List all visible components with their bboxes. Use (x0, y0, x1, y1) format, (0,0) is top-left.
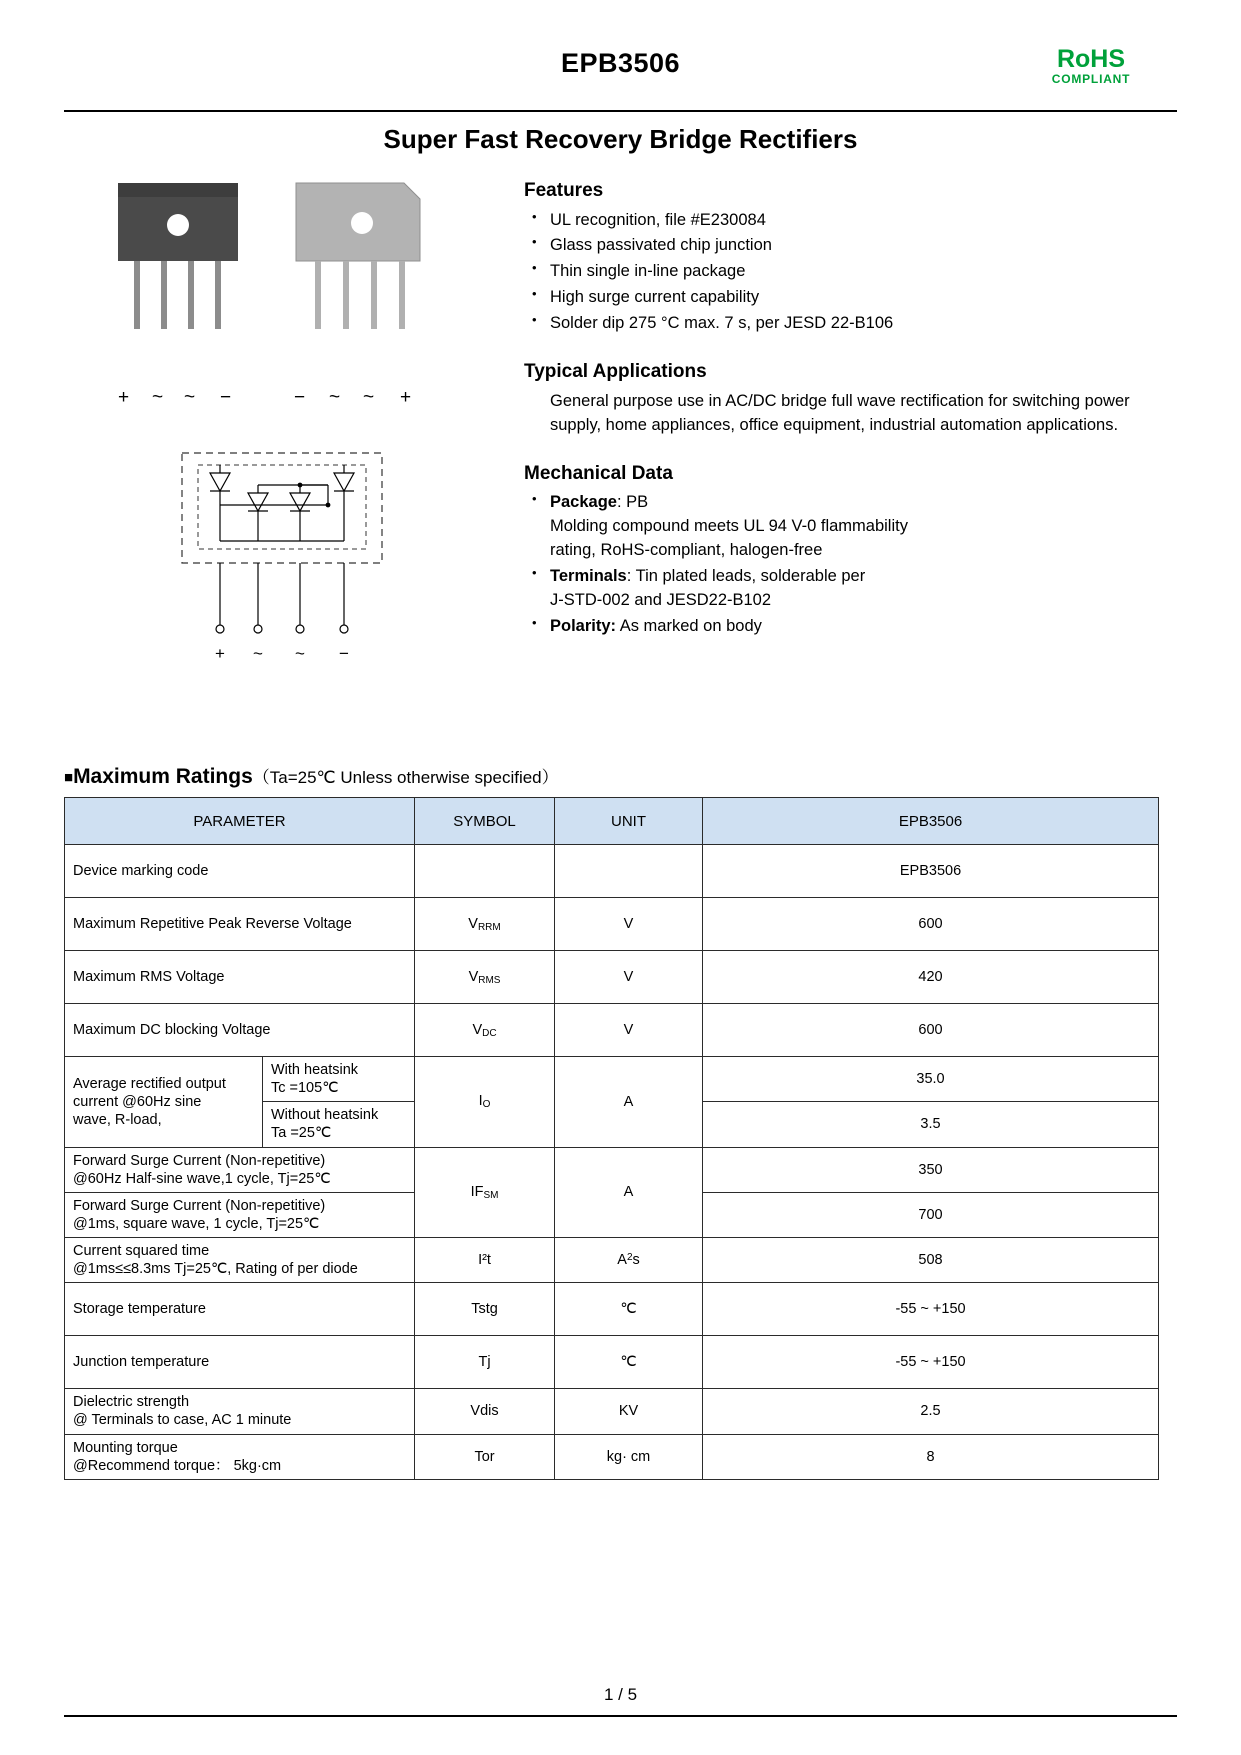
package-image-light (286, 177, 446, 367)
symbol-main: V (468, 968, 479, 985)
pin-label-light-4: + (400, 387, 412, 408)
cell-unit: ℃ (555, 1336, 703, 1389)
cell-parameter (65, 1192, 415, 1237)
applications-text: General purpose use in AC/DC bridge full wave rectification for switching power supply, home appliances, office equipment, industrial automation applications. (550, 391, 1130, 434)
heading-marker: ■ (64, 769, 74, 786)
param-line-1: Forward Surge Current (Non-repetitive) (73, 1152, 326, 1169)
unit-main: A (617, 1252, 627, 1269)
cell-value: 35.0 (703, 1057, 1159, 1102)
mechanical-package-item (528, 491, 1144, 563)
rohs-compliant-label: COMPLIANT (1051, 72, 1131, 87)
cell-symbol: Tstg (415, 1283, 555, 1336)
cell-parameter: Device marking code (65, 845, 415, 898)
table-row (65, 951, 1159, 1004)
bridge-schematic (176, 447, 416, 677)
cell-value: -55 ~ +150 (703, 1283, 1159, 1336)
page-footer (64, 1685, 1177, 1717)
cell-condition (263, 1102, 415, 1147)
cell-symbol: Tj (415, 1336, 555, 1389)
cell-parameter: Maximum Repetitive Peak Reverse Voltage (65, 898, 415, 951)
condition-line-1: With heatsink (271, 1062, 359, 1078)
table-row (65, 845, 1159, 898)
cell-value: 508 (703, 1238, 1159, 1283)
symbol-sub: SM (483, 1189, 499, 1201)
cell-unit (555, 1238, 703, 1283)
footer-divider (64, 1715, 1177, 1717)
cell-unit: A (555, 1147, 703, 1238)
package-value: : PB (616, 493, 649, 512)
col-parameter: PARAMETER (65, 798, 415, 845)
table-row (65, 1336, 1159, 1389)
mechanical-polarity-item (528, 615, 1144, 639)
heading-bold: Maximum Ratings (73, 765, 253, 788)
cell-unit: V (555, 1004, 703, 1057)
package-label: Package (550, 493, 617, 512)
param-line-1: Dielectric strength (73, 1394, 190, 1411)
condition-line-2: Ta =25℃ (271, 1125, 332, 1142)
param-line-2: @ Terminals to case, AC 1 minute (73, 1412, 292, 1429)
param-line-3: wave, R-load, (73, 1111, 162, 1128)
feature-item: • Solder dip 275 °C max. 7 s, per JESD 22-B106 (528, 312, 1144, 336)
package-detail-2: rating, RoHS-compliant, halogen-free (550, 540, 823, 559)
pin-label-light-2: ~ (329, 387, 341, 408)
param-line-2: @1ms≤≤8.3ms Tj=25℃, Rating of per diode (73, 1261, 358, 1278)
cell-symbol: Tor (415, 1434, 555, 1479)
param-line-2: @Recommend torque： 5kg·cm (73, 1457, 282, 1474)
cell-value: 3.5 (703, 1102, 1159, 1147)
pin-labels-dark (86, 387, 506, 417)
page-number: 1 / 5 (603, 1685, 638, 1704)
cell-unit: KV (555, 1389, 703, 1434)
cell-parameter (65, 1238, 415, 1283)
heading-rest: （Ta=25℃ Unless otherwise specified） (252, 768, 559, 787)
condition-line-2: Tc =105℃ (271, 1080, 339, 1097)
symbol-main: V (468, 915, 478, 932)
features-title: Features (524, 180, 604, 201)
rohs-label: RoHS (1056, 45, 1126, 73)
table-row (65, 1004, 1159, 1057)
applications-title: Typical Applications (524, 361, 707, 383)
table-header-row (65, 798, 1159, 845)
mechanical-list (528, 491, 1144, 639)
cell-unit: V (555, 898, 703, 951)
cell-parameter (65, 1389, 415, 1434)
table-row (65, 1057, 1159, 1102)
left-graphics-column (86, 177, 506, 682)
cell-symbol: I²t (415, 1238, 555, 1283)
right-text-column (524, 177, 1144, 641)
cell-unit: V (555, 951, 703, 1004)
package-drawings (86, 177, 506, 387)
polarity-label: Polarity: (550, 616, 617, 635)
pin-label-light-1: − (294, 387, 306, 408)
table-row (65, 1238, 1159, 1283)
cell-parameter (65, 1434, 415, 1479)
unit-sup: 2 (626, 1252, 633, 1264)
pin-label-dark-4: − (220, 387, 232, 408)
svg-text:~: ~ (253, 644, 263, 663)
svg-text:+: + (215, 644, 225, 663)
cell-symbol (415, 951, 555, 1004)
cell-value: -55 ~ +150 (703, 1336, 1159, 1389)
feature-item: • UL recognition, file #E230084 (528, 209, 1144, 233)
cell-parameter: Maximum RMS Voltage (65, 951, 415, 1004)
symbol-main: I (478, 1093, 483, 1110)
cell-symbol (415, 1057, 555, 1148)
cell-parameter: Storage temperature (65, 1283, 415, 1336)
param-line-1: Mounting torque (73, 1439, 178, 1456)
table-row (65, 1283, 1159, 1336)
cell-value: 600 (703, 898, 1159, 951)
cell-parameter: Junction temperature (65, 1336, 415, 1389)
rohs-badge (1011, 46, 1171, 86)
unit-tail: s (632, 1252, 640, 1269)
maximum-ratings-table (64, 797, 1159, 1480)
pin-label-light-3: ~ (363, 387, 375, 408)
mechanical-title: Mechanical Data (524, 462, 673, 484)
table-row (65, 1147, 1159, 1192)
param-line-2: @1ms, square wave, 1 cycle, Tj=25℃ (73, 1215, 320, 1232)
package-image-dark (110, 177, 260, 367)
symbol-sub: RMS (478, 974, 501, 986)
document-title: Super Fast Recovery Bridge Rectifiers (383, 124, 858, 154)
cell-unit (555, 845, 703, 898)
col-value: EPB3506 (703, 798, 1159, 845)
pin-label-dark-1: + (118, 387, 130, 408)
upper-section (64, 177, 1177, 737)
header-divider (64, 110, 1177, 112)
cell-value: 420 (703, 951, 1159, 1004)
cell-parameter (65, 1147, 415, 1192)
feature-item: • High surge current capability (528, 286, 1144, 310)
cell-unit: kg· cm (555, 1434, 703, 1479)
feature-item: • Glass passivated chip junction (528, 234, 1144, 258)
col-symbol: SYMBOL (415, 798, 555, 845)
terminals-value: : Tin plated leads, solderable per (626, 566, 866, 585)
symbol-main: IF (470, 1183, 484, 1200)
terminals-label: Terminals (550, 566, 627, 585)
cell-symbol (415, 1147, 555, 1238)
cell-symbol (415, 845, 555, 898)
pin-label-dark-3: ~ (184, 387, 196, 408)
cell-value: EPB3506 (703, 845, 1159, 898)
package-detail-1: Molding compound meets UL 94 V-0 flammability (550, 517, 908, 536)
symbol-sub: O (482, 1099, 491, 1111)
cell-parameter (65, 1057, 263, 1148)
symbol-main: V (472, 1021, 483, 1038)
mechanical-terminals-item (528, 565, 1144, 613)
cell-symbol: Vdis (415, 1389, 555, 1434)
cell-parameter: Maximum DC blocking Voltage (65, 1004, 415, 1057)
param-line-2: current @60Hz sine (73, 1093, 202, 1110)
condition-line-1: Without heatsink (271, 1107, 379, 1124)
feature-item: • Thin single in-line package (528, 260, 1144, 284)
features-list (528, 209, 1144, 337)
cell-symbol (415, 1004, 555, 1057)
param-line-2: @60Hz Half-sine wave,1 cycle, Tj=25℃ (73, 1170, 331, 1187)
symbol-sub: RRM (477, 921, 501, 933)
cell-value: 700 (703, 1192, 1159, 1237)
table-row (65, 898, 1159, 951)
cell-unit: A (555, 1057, 703, 1148)
cell-value: 2.5 (703, 1389, 1159, 1434)
col-unit: UNIT (555, 798, 703, 845)
ratings-heading (64, 763, 1177, 789)
param-line-1: Forward Surge Current (Non-repetitive) (73, 1197, 326, 1214)
table-row (65, 1434, 1159, 1479)
cell-value: 350 (703, 1147, 1159, 1192)
pin-label-dark-2: ~ (152, 387, 164, 408)
cell-value: 8 (703, 1434, 1159, 1479)
cell-condition (263, 1057, 415, 1102)
cell-value: 600 (703, 1004, 1159, 1057)
svg-text:~: ~ (295, 644, 305, 663)
svg-text:−: − (339, 644, 349, 663)
table-row (65, 1389, 1159, 1434)
polarity-value: As marked on body (616, 616, 762, 635)
symbol-sub: DC (482, 1027, 497, 1039)
page-header (64, 0, 1177, 87)
param-line-1: Current squared time (73, 1243, 210, 1259)
cell-unit: ℃ (555, 1283, 703, 1336)
part-number-title: EPB3506 (560, 48, 681, 78)
terminals-detail: J-STD-002 and JESD22-B102 (550, 590, 772, 609)
param-line-1: Average rectified output (73, 1075, 226, 1092)
cell-symbol (415, 898, 555, 951)
